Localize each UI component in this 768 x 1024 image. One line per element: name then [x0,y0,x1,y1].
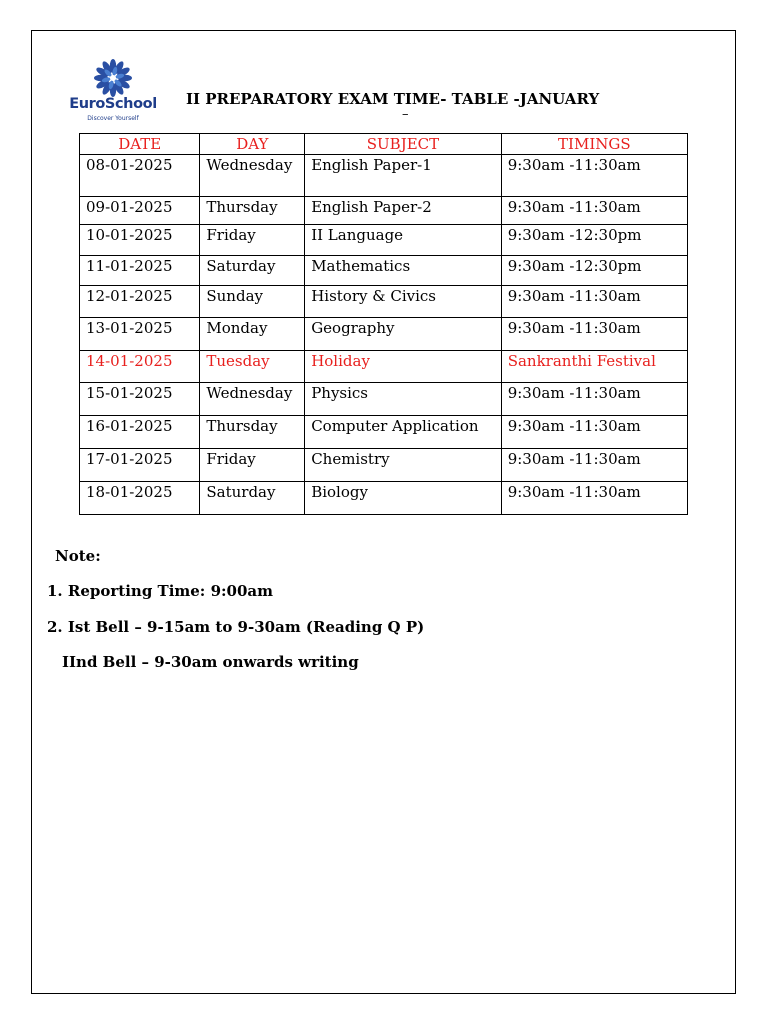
cell-date: 16-01-2025 [80,416,200,449]
logo-tagline: Discover Yourself [87,115,139,122]
note-heading: Note: [55,547,101,565]
cell-subject: English Paper-1 [305,155,502,197]
cell-day: Saturday [200,482,305,515]
table-row [80,225,688,256]
header-subject: SUBJECT [305,134,502,155]
table-row [80,383,688,416]
cell-subject: Chemistry [305,449,502,482]
table-header-row [80,134,688,155]
cell-day: Wednesday [200,383,305,416]
note-first-bell: 2. Ist Bell – 9-15am to 9-30am (Reading Q P) [47,618,425,636]
table-row [80,155,688,197]
cell-timing: 9:30am -11:30am [501,318,687,351]
cell-subject: Mathematics [305,256,502,286]
cell-day: Sunday [200,286,305,318]
cell-date: 15-01-2025 [80,383,200,416]
cell-timing: 9:30am -11:30am [501,416,687,449]
cell-subject: Holiday [305,351,502,383]
cell-date: 10-01-2025 [80,225,200,256]
table-row-holiday [80,351,688,383]
table-row [80,482,688,515]
cell-timing: 9:30am -11:30am [501,383,687,416]
title-dash: – [402,107,409,122]
cell-timing: Sankranthi Festival [501,351,687,383]
cell-date: 14-01-2025 [80,351,200,383]
cell-date: 09-01-2025 [80,197,200,225]
cell-subject: Biology [305,482,502,515]
cell-timing: 9:30am -11:30am [501,155,687,197]
header-date: DATE [80,134,200,155]
note-second-bell: IInd Bell – 9-30am onwards writing [62,653,359,671]
cell-day: Tuesday [200,351,305,383]
table-row [80,449,688,482]
exam-timetable [79,133,688,515]
logo-name: EuroSchool [69,96,157,112]
cell-day: Thursday [200,197,305,225]
cell-subject: Computer Application [305,416,502,449]
flower-emblem-icon [64,58,162,98]
cell-date: 13-01-2025 [80,318,200,351]
cell-subject: II Language [305,225,502,256]
page-title: II PREPARATORY EXAM TIME- TABLE -JANUARY [186,90,600,108]
cell-day: Friday [200,225,305,256]
cell-subject: English Paper-2 [305,197,502,225]
cell-timing: 9:30am -12:30pm [501,256,687,286]
cell-day: Wednesday [200,155,305,197]
note-reporting-time: 1. Reporting Time: 9:00am [47,582,274,600]
cell-date: 11-01-2025 [80,256,200,286]
cell-day: Monday [200,318,305,351]
cell-subject: Geography [305,318,502,351]
cell-date: 12-01-2025 [80,286,200,318]
cell-day: Thursday [200,416,305,449]
table-row [80,256,688,286]
cell-timing: 9:30am -12:30pm [501,225,687,256]
cell-day: Saturday [200,256,305,286]
cell-timing: 9:30am -11:30am [501,482,687,515]
cell-subject: Physics [305,383,502,416]
cell-day: Friday [200,449,305,482]
cell-subject: History & Civics [305,286,502,318]
table-row [80,286,688,318]
cell-timing: 9:30am -11:30am [501,286,687,318]
cell-date: 18-01-2025 [80,482,200,515]
table-row [80,416,688,449]
euroschool-logo [64,58,162,128]
cell-date: 17-01-2025 [80,449,200,482]
table-row [80,318,688,351]
cell-timing: 9:30am -11:30am [501,197,687,225]
header-day: DAY [200,134,305,155]
table-row [80,197,688,225]
header-timings: TIMINGS [501,134,687,155]
cell-timing: 9:30am -11:30am [501,449,687,482]
cell-date: 08-01-2025 [80,155,200,197]
